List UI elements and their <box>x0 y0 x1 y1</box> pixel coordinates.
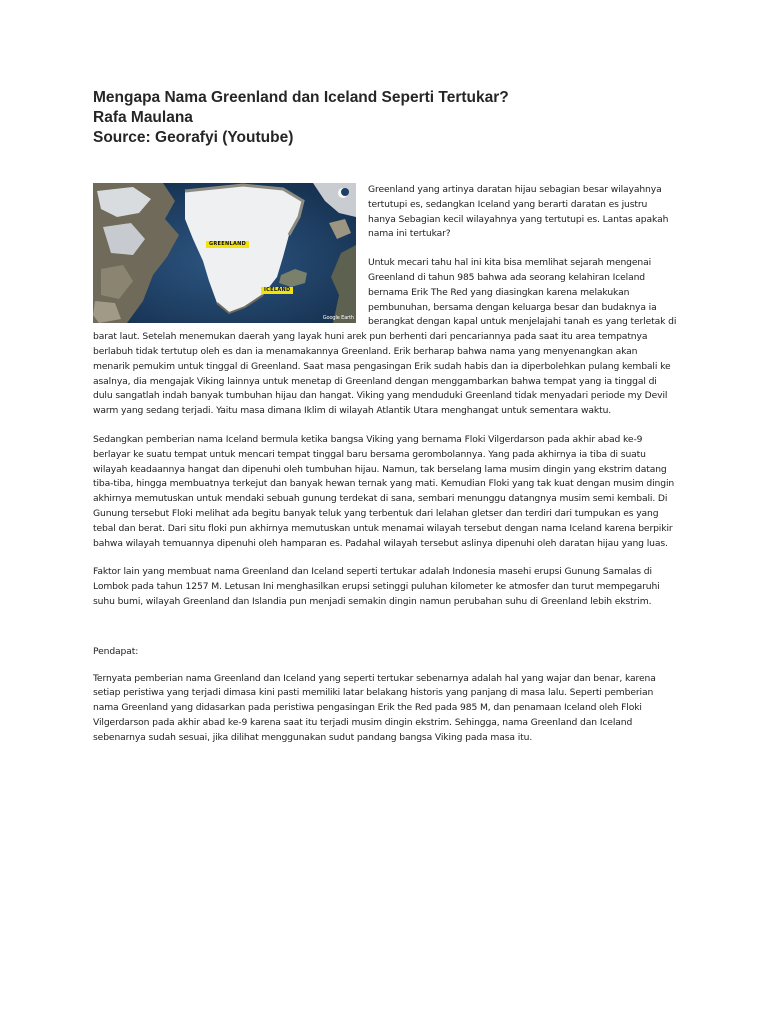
document-source: Source: Georafyi (Youtube) <box>93 129 294 146</box>
opinion-paragraph: Ternyata pemberian nama Greenland dan Iceland yang seperti tertukar sebenarnya adalah hal yang wajar dan benar, karena setiap peristiwa yang terjadi dimasa kini pasti memiliki latar belakang historis yang panjang di masa lalu. Seperti pemberian nama Greenland yang didasarkan pada peristiwa pengasingan Erik the Red pada 985 M, dan penamaan Iceland oleh Floki Vilgerdarson pada akhir abad ke-9 karena saat itu terjadi musim dingin ekstrim. Sehingga, nama Greenland dan Iceland sebenarnya sudah sesuai, jika dilihat menggunakan sudut pandang bangsa Viking pada masa itu. <box>93 672 656 743</box>
document-body <box>93 183 677 760</box>
greenland-iceland-map-image <box>93 183 356 323</box>
document-author: Rafa Maulana <box>93 109 193 126</box>
paragraph-other-factor: Faktor lain yang membuat nama Greenland dan Iceland seperti tertukar adalah Indonesia masehi erupsi Gunung Samalas di Lombok pada tahun 1257 M. Letusan Ini menghasilkan erupsi setinggi puluhan kilometer ke atmosfer dan turut mempegaruhi suhu bumi, wilayah Greenland dan Islandia pun menjadi semakin dingin namun perubahan suhu di Greenland lebih ekstrim. <box>93 566 660 607</box>
map-label-iceland: ICELAND <box>261 287 293 294</box>
paragraph-iceland-history: Sedangkan pemberian nama Iceland bermula ketika bangsa Viking yang bernama Floki Vilgerdarson pada akhir abad ke-9 berlayar ke suatu tempat untuk mencari tempat tinggal baru bersama gerombolannya. Yang pada akhirnya ia tiba di suatu wilayah keadaannya hangat dan dipenuhi oleh tumbuhan hijau. Namun, tak berselang lama musim dingin yang ekstrim datang tiba-tiba, hingga membuatnya terkejut dan banyak hewan ternak yang mati. Kemudian Floki yang tak kuat dengan musim dingin akhirnya memutuskan untuk mendaki sebuah gunung terdekat di sana, sembari menunggu datangnya musim semi kembali. Di Gunung tersebut Floki melihat ada begitu banyak teluk yang terbentuk dari lelahan gletser dan terdiri dari tumpukan es yang tebal dan berat. Dari situ floki pun akhirnya memutuskan untuk menamai wilayah tersebut dengan nama Iceland karena berpikir bahwa wilayah temuannya dipenuhi oleh hamparan es. Padahal wilayah tersebut aslinya dipenuhi oleh daratan hijau yang luas. <box>93 433 675 549</box>
opinion-label: Pendapat: <box>93 645 139 657</box>
map-watermark: Google Earth <box>322 315 354 321</box>
satellite-map-graphic <box>93 183 356 323</box>
document-title: Mengapa Nama Greenland dan Iceland Seperti Tertukar? <box>93 89 509 106</box>
paragraph-intro: Greenland yang artinya daratan hijau sebagian besar wilayahnya tertutupi es, sedangkan Iceland yang berarti daratan es justru hanya Sebagian kecil wilayahnya yang tertutupi es. Lantas apakah nama ini tertukar? <box>368 184 669 240</box>
map-label-greenland: GREENLAND <box>206 241 249 248</box>
document-header <box>93 88 693 148</box>
paragraph-greenland-history: Untuk mecari tahu hal ini kita bisa memlihat sejarah mengenai Greenland di tahun 985 bahwa ada seorang kelahiran Iceland bernama Erik The Red yang diasingkan karena melakukan pembunuhan, bersama dengan keluarga besar dan budaknya ia berangkat dengan kapal untuk menjelajahi tanah es yang terletak di barat laut. Setelah menemukan daerah yang layak huni arek pun berhenti dari pencariannya pada saat itu area tempatnya berlabuh tidak tertutup oleh es dan ia menamakannya Greenland. Erik berharap bahwa nama yang menyenangkan akan menarik pemukim untuk tinggal di Greenland. Saat masa pengasingan Erik sudah habis dan ia diperbolehkan pulang kembali ke asalnya, dia mengajak Viking lainnya untuk menetap di Greenland dengan menggambarkan bahwa tempat yang ia tinggal di dulu sangatlah indah banyak tumbuhan hijau dan hangat. Viking yang menduduki Greenland tidak menyadari periode my Devil warm yang sedang terjadi. Yaitu masa dimana Iklim di wilayah Atlantik Utara menghangat untuk sementara waktu. <box>93 257 677 417</box>
